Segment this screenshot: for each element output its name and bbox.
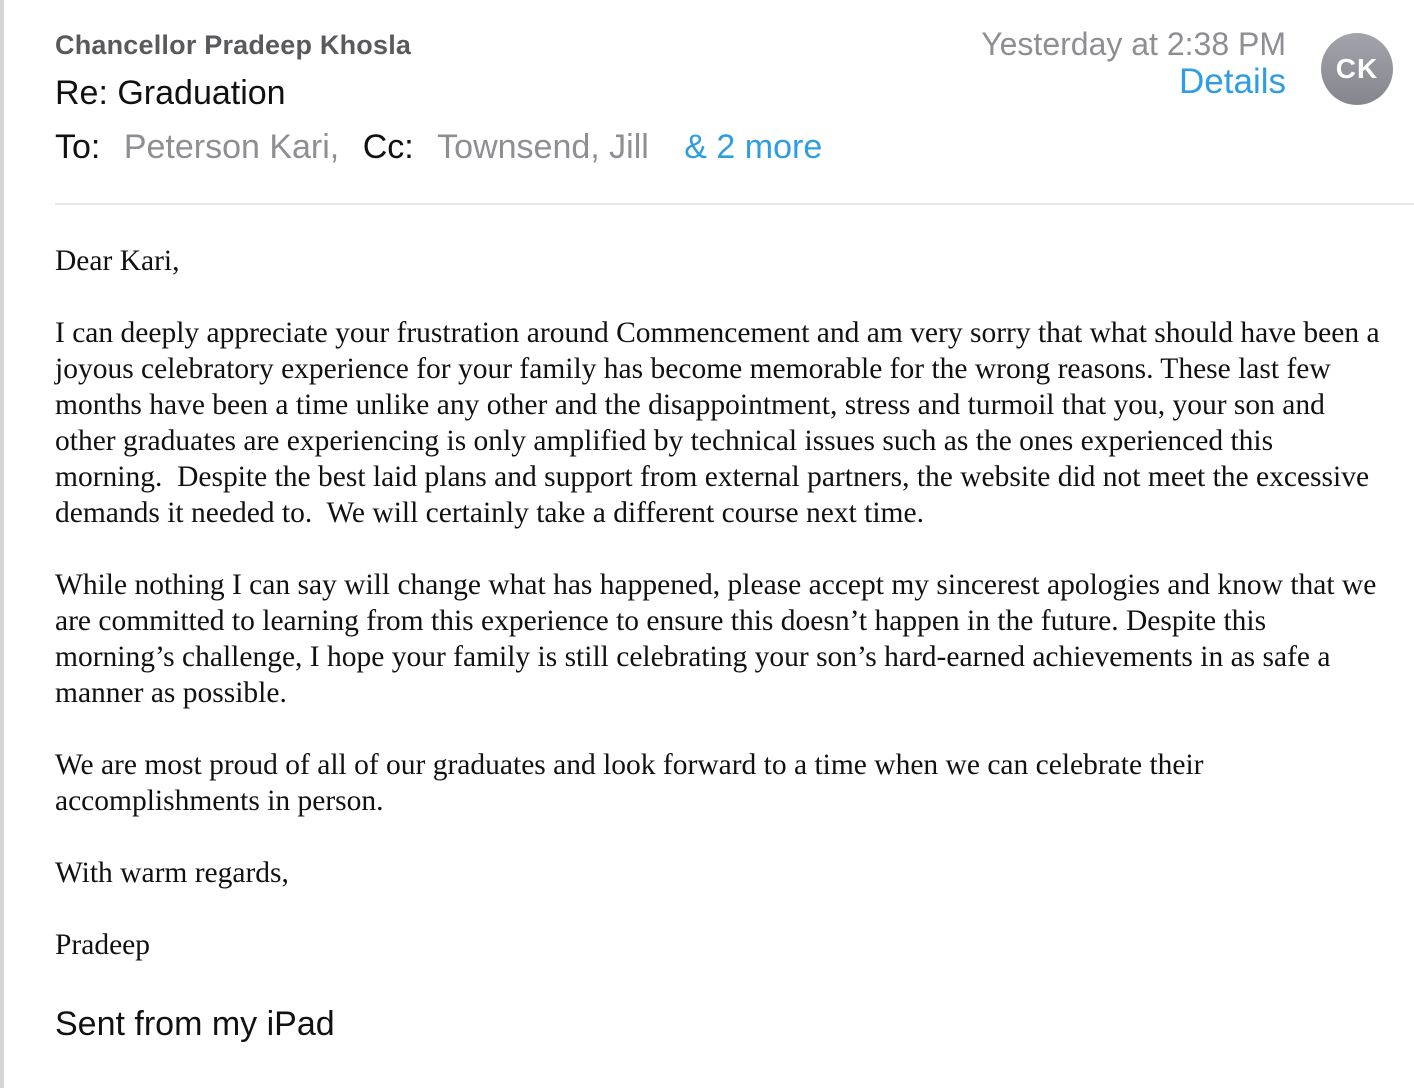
header-divider — [55, 203, 1414, 205]
closing: With warm regards, — [55, 857, 289, 889]
email-timestamp: Yesterday at 2:38 PM — [981, 26, 1286, 62]
sender-avatar[interactable]: CK — [1321, 33, 1393, 105]
signature: Pradeep — [55, 929, 151, 961]
cc-label: Cc: — [362, 128, 414, 166]
to-recipient[interactable]: Peterson Kari, — [123, 128, 340, 166]
greeting: Dear Kari, — [55, 245, 180, 277]
sent-from-footer: Sent from my iPad — [55, 1005, 335, 1043]
email-subject: Re: Graduation — [55, 74, 286, 112]
details-link[interactable]: Details — [1179, 62, 1286, 101]
body-paragraph-3: We are most proud of all of our graduates and look forward to a time when we can celebrate their accomplishments in person. — [55, 749, 1211, 817]
body-paragraph-2: While nothing I can say will change what has happened, please accept my sincerest apologies and know that we are committed to learning from this experience to ensure this doesn’t happen in the future. Despite this morning’s challenge, I hope your family is still celebrating your son’s hard-earned achievements in as safe a manner as possible. — [55, 569, 1384, 709]
recipients-line — [55, 128, 822, 167]
to-label: To: — [55, 128, 101, 166]
body-paragraph-1: I can deeply appreciate your frustration around Commencement and am very sorry that what should have been a joyous celebratory experience for your family has become memorable for the wrong reasons. These last few months have been a time unlike any other and the disappointment, stress and turmoil that you, your son and other graduates are experiencing is only amplified by technical issues such as the ones experienced this morning. Despite the best laid plans and support from external partners, the website did not meet the excessive demands it needed to. We will certainly take a different course next time. — [55, 317, 1387, 529]
sender-name: Chancellor Pradeep Khosla — [55, 30, 412, 60]
cc-recipient[interactable]: Townsend, Jill — [437, 128, 649, 166]
left-edge-border — [0, 0, 4, 1088]
more-recipients-link[interactable]: & 2 more — [684, 128, 823, 166]
email-body — [55, 243, 1385, 999]
